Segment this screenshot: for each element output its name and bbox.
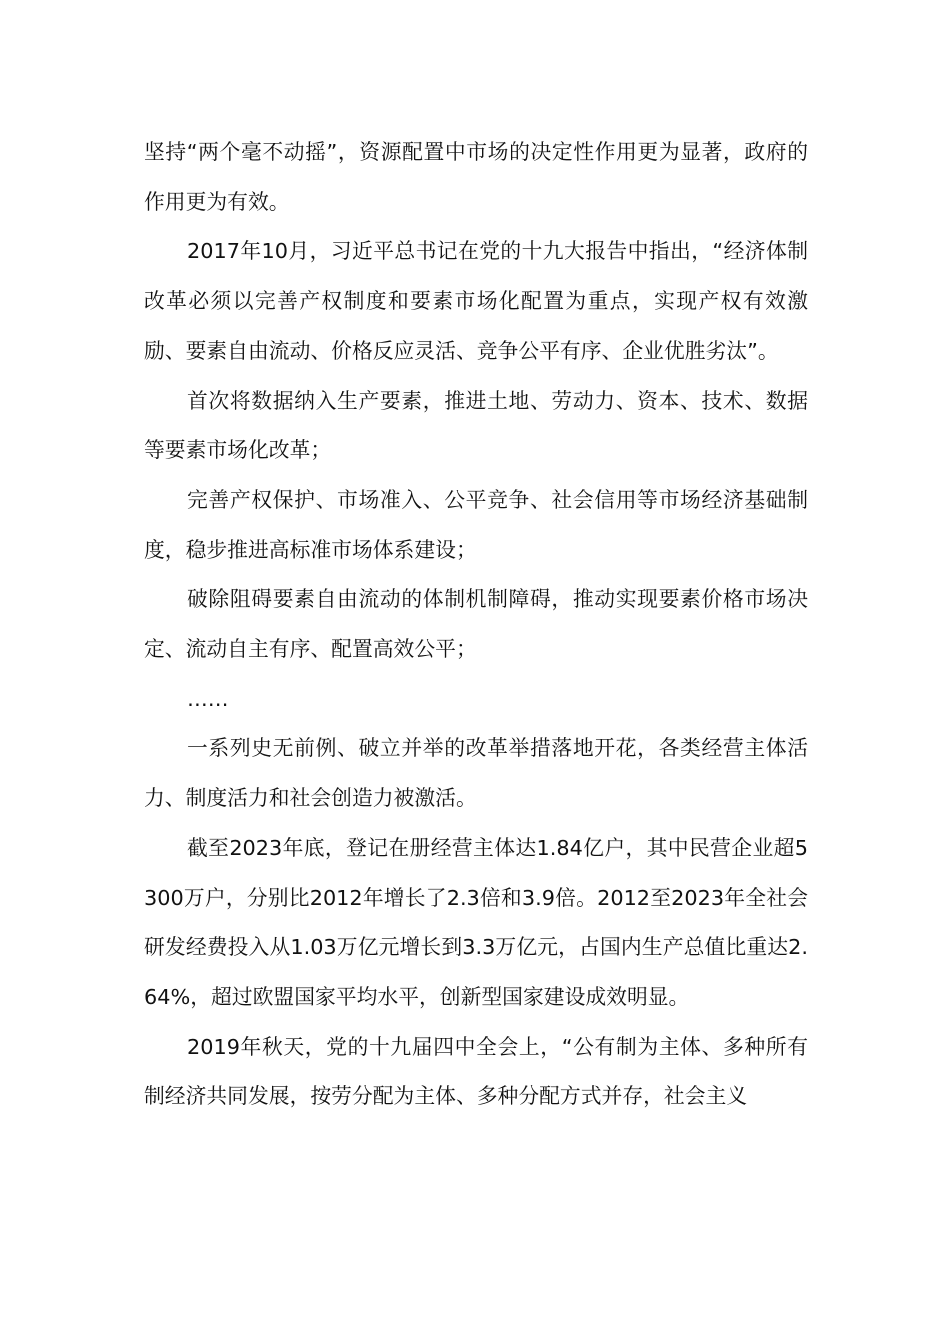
paragraph-nineteenth-congress: 2017年10月，习近平总书记在党的十九大报告中指出，“经济体制改革必须以完善产权制度和要素市场化配置为重点，实现产权有效激励、要素自由流动、价格反应灵活、竞争公平有序、企业优胜劣汰”。 (144, 239, 808, 363)
paragraph-ellipsis: …… (187, 686, 229, 711)
paragraph-property-rights: 完善产权保护、市场准入、公平竞争、社会信用等市场经济基础制度，稳步推进高标准市场体系建设； (144, 487, 808, 562)
paragraph-data-factor: 首次将数据纳入生产要素，推进土地、劳动力、资本、技术、数据等要素市场化改革； (144, 388, 808, 463)
body-text (144, 128, 808, 1122)
paragraph-fourth-plenary: 2019年秋天，党的十九届四中全会上，“公有制为主体、多种所有制经济共同发展，按劳分配为主体、多种分配方式并存，社会主义 (144, 1034, 808, 1109)
paragraph-continuation: 坚持“两个毫不动摇”，资源配置中市场的决定性作用更为显著，政府的作用更为有效。 (144, 140, 808, 214)
paragraph-statistics: 截至2023年底，登记在册经营主体达1.84亿户，其中民营企业超5300万户，分别比2012年增长了2.3倍和3.9倍。2012至2023年全社会研发经费投入从1.03万亿元增长到3.3万亿元，占国内生产总值比重达2.64%，超过欧盟国家平均水平，创新型国家建设成效明显。 (144, 835, 808, 1009)
paragraph-reforms-activated: 一系列史无前例、破立并举的改革举措落地开花，各类经营主体活力、制度活力和社会创造力被激活。 (144, 736, 808, 811)
paragraph-remove-obstacles: 破除阻碍要素自由流动的体制机制障碍，推动实现要素价格市场决定、流动自主有序、配置高效公平； (144, 587, 808, 662)
